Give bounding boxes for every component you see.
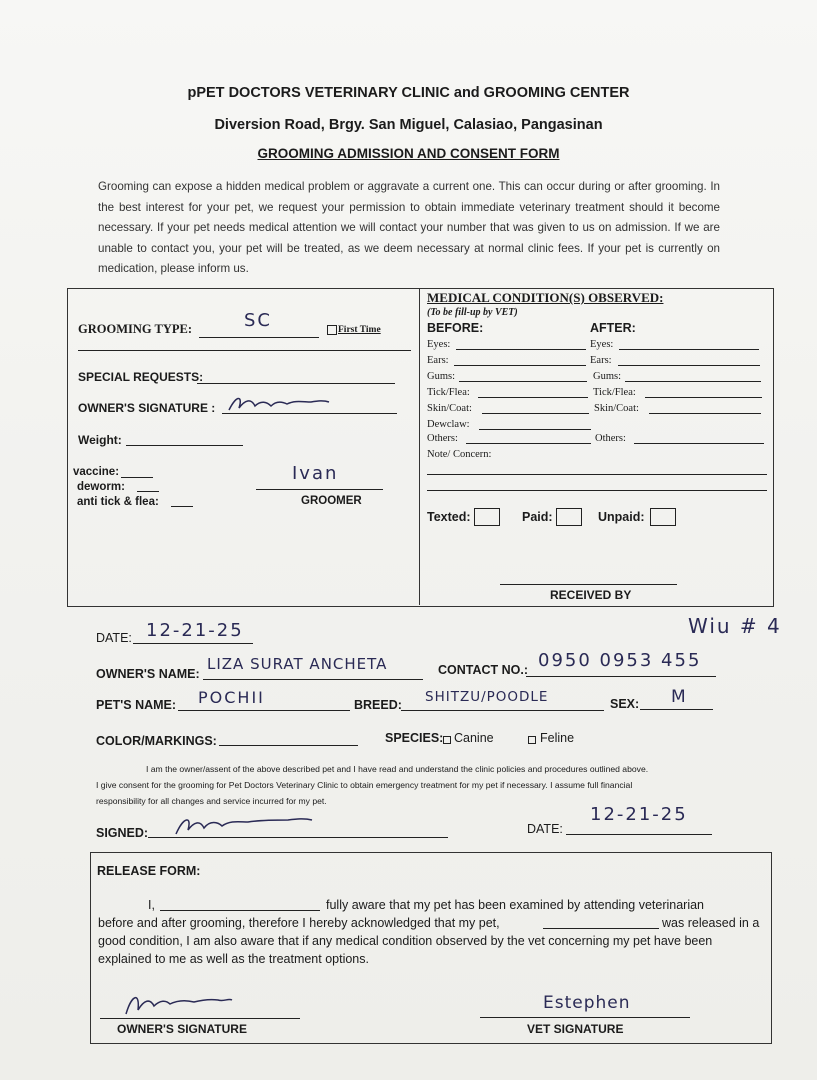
unpaid-checkbox[interactable] [650,508,676,526]
after-eyes-line[interactable] [619,349,759,350]
before-ears-label: Ears: [427,355,449,366]
walkin-note: Wiu # 4 [688,614,782,638]
consent-line-2: I give consent for the grooming for Pet Doctors Veterinary Clinic to obtain emergency treatment for my pet if necessary. I assume full financial [96,780,633,790]
unpaid-label: Unpaid: [598,510,645,524]
deworm-label: deworm: [77,481,125,493]
before-label: BEFORE: [427,321,484,335]
form-title: GROOMING ADMISSION AND CONSENT FORM [257,146,560,161]
paid-checkbox[interactable] [556,508,582,526]
after-skincoat-line[interactable] [649,413,761,414]
release-owner-scribble [118,990,238,1018]
consent-date-line [566,834,712,835]
release-pet-line[interactable] [543,928,659,929]
texted-checkbox[interactable] [474,508,500,526]
release-name-line[interactable] [160,910,320,911]
date-value[interactable]: 12-21-25 [146,620,244,641]
release-vet-line[interactable] [480,1017,690,1018]
breed-value[interactable]: SHITZU/POODLE [425,689,549,705]
release-owner-line[interactable] [100,1018,300,1019]
before-others-line[interactable] [466,443,591,444]
after-others-line[interactable] [634,443,764,444]
before-ears-line[interactable] [454,365,586,366]
vet-signature-value[interactable]: Estephen [543,993,631,1013]
date-line [133,643,253,644]
before-eyes-label: Eyes: [427,339,451,350]
received-by-line[interactable] [500,584,677,585]
first-time-checkbox[interactable] [327,325,337,335]
before-dewclaw-label: Dewclaw: [427,419,470,430]
weight-line[interactable] [126,445,243,446]
contact-value[interactable]: 0950 0953 455 [538,650,702,671]
special-requests-line[interactable] [197,383,395,384]
after-ears-line[interactable] [618,365,760,366]
medical-title: MEDICAL CONDITION(S) OBSERVED: [427,290,664,305]
before-others-label: Others: [427,433,458,444]
groomer-line [256,489,383,490]
grooming-type-value[interactable]: SC [244,310,272,331]
weight-label: Weight: [78,433,122,447]
owner-name-line [203,679,423,680]
release-title: RELEASE FORM: [97,864,201,878]
pet-name-label: PET'S NAME: [96,698,177,712]
anti-tick-line[interactable] [171,506,193,507]
after-gums-line[interactable] [625,381,761,382]
signed-label: SIGNED: [96,826,149,840]
contact-label: CONTACT NO.: [438,663,529,677]
species-label: SPECIES: [385,731,444,745]
consent-date-value[interactable]: 12-21-25 [590,804,688,825]
owner-name-value[interactable]: LIZA SURAT ANCHETA [207,655,388,673]
canine-label: Canine [454,731,494,745]
sex-label: SEX: [610,697,640,711]
release-owner-label: OWNER'S SIGNATURE [117,1022,247,1036]
consent-line-3: responsibility for all changes and service incurred for my pet. [96,796,327,806]
before-gums-label: Gums: [427,371,456,382]
date-label: DATE: [96,631,132,645]
anti-tick-label: anti tick & flea: [77,496,159,508]
after-others-label: Others: [595,433,626,444]
after-label: AFTER: [590,321,636,335]
note-line-2[interactable] [427,490,767,491]
before-tickflea-line[interactable] [478,397,588,398]
after-ears-label: Ears: [590,355,612,366]
before-skincoat-label: Skin/Coat: [427,403,472,414]
breed-label: BREED: [354,698,402,712]
breed-line [401,710,604,711]
release-vet-label: VET SIGNATURE [527,1022,624,1036]
grooming-type-line [199,337,319,338]
release-line-2b: was released in a [662,916,760,930]
note-line-1[interactable] [427,474,767,475]
consent-line-1: I am the owner/assent of the above described pet and I have read and understand the clinic policies and procedures outlined above. [146,764,649,774]
clinic-address: Diversion Road, Brgy. San Miguel, Calasiao, Pangasinan [214,117,603,133]
grooming-type-label: GROOMING TYPE: [78,322,193,336]
release-line-3: good condition, I am also aware that if any medical condition observed by the vet concerning my pet have been [98,934,713,948]
vaccine-label: vaccine: [73,466,120,478]
texted-label: Texted: [427,510,471,524]
canine-checkbox[interactable] [443,736,451,744]
first-time-label: First Time [338,325,381,335]
special-requests-label: SPECIAL REQUESTS: [78,370,204,384]
owner-signature-label: OWNER'S SIGNATURE : [78,401,216,415]
deworm-line[interactable] [137,491,159,492]
release-line-1b: fully aware that my pet has been examined by attending veterinarian [326,898,705,912]
pet-name-line [178,710,350,711]
release-line-4: explained to me as well as the treatment options. [98,952,369,966]
after-gums-label: Gums: [593,371,622,382]
clinic-name: pPET DOCTORS VETERINARY CLINIC and GROOMING CENTER [187,85,630,101]
before-eyes-line[interactable] [456,349,586,350]
vaccine-line[interactable] [121,477,153,478]
note-concern-label: Note/ Concern: [427,449,492,460]
feline-label: Feline [540,731,575,745]
pet-name-value[interactable]: POCHII [198,688,265,707]
sex-line [640,709,713,710]
sex-value[interactable]: M [671,687,688,707]
groomer-value[interactable]: Ivan [292,463,339,484]
before-dewclaw-line[interactable] [479,429,591,430]
color-markings-line[interactable] [219,745,358,746]
owner-name-label: OWNER'S NAME: [96,667,200,681]
consent-date-label: DATE: [527,822,563,836]
medical-subtitle: (To be fill-up by VET) [427,307,518,318]
before-skincoat-line[interactable] [482,413,589,414]
feline-checkbox[interactable] [528,736,536,744]
owner-signed-scribble [170,812,320,838]
intro-paragraph: Grooming can expose a hidden medical problem or aggravate a current one. This can occur during or after grooming. In the best interest for your pet, we request your permission to obtain immediate veterinary treatment should it become necessary. If your pet needs medical attention we will contact your number that was given to us on admission. If we are unable to contact you, your pet will be treated, as we deem necessary at normal clinic fees. If your pet is currently on medication, please inform us. [98,180,720,275]
owner-signature-scribble [225,392,335,416]
paid-label: Paid: [522,510,553,524]
before-tickflea-label: Tick/Flea: [427,387,470,398]
column-divider [419,289,420,605]
after-skincoat-label: Skin/Coat: [594,403,639,414]
color-markings-label: COLOR/MARKINGS: [96,734,217,748]
release-line-2a: before and after grooming, therefore I hereby acknowledged that my pet, [98,916,500,930]
groomer-label: GROOMER [301,495,362,507]
release-line-1a: I, [148,898,155,912]
received-by-label: RECEIVED BY [550,588,632,602]
after-tickflea-label: Tick/Flea: [593,387,636,398]
after-tickflea-line[interactable] [645,397,762,398]
contact-line [526,676,716,677]
after-eyes-label: Eyes: [590,339,614,350]
before-gums-line[interactable] [459,381,587,382]
grooming-extra-line [78,350,411,351]
